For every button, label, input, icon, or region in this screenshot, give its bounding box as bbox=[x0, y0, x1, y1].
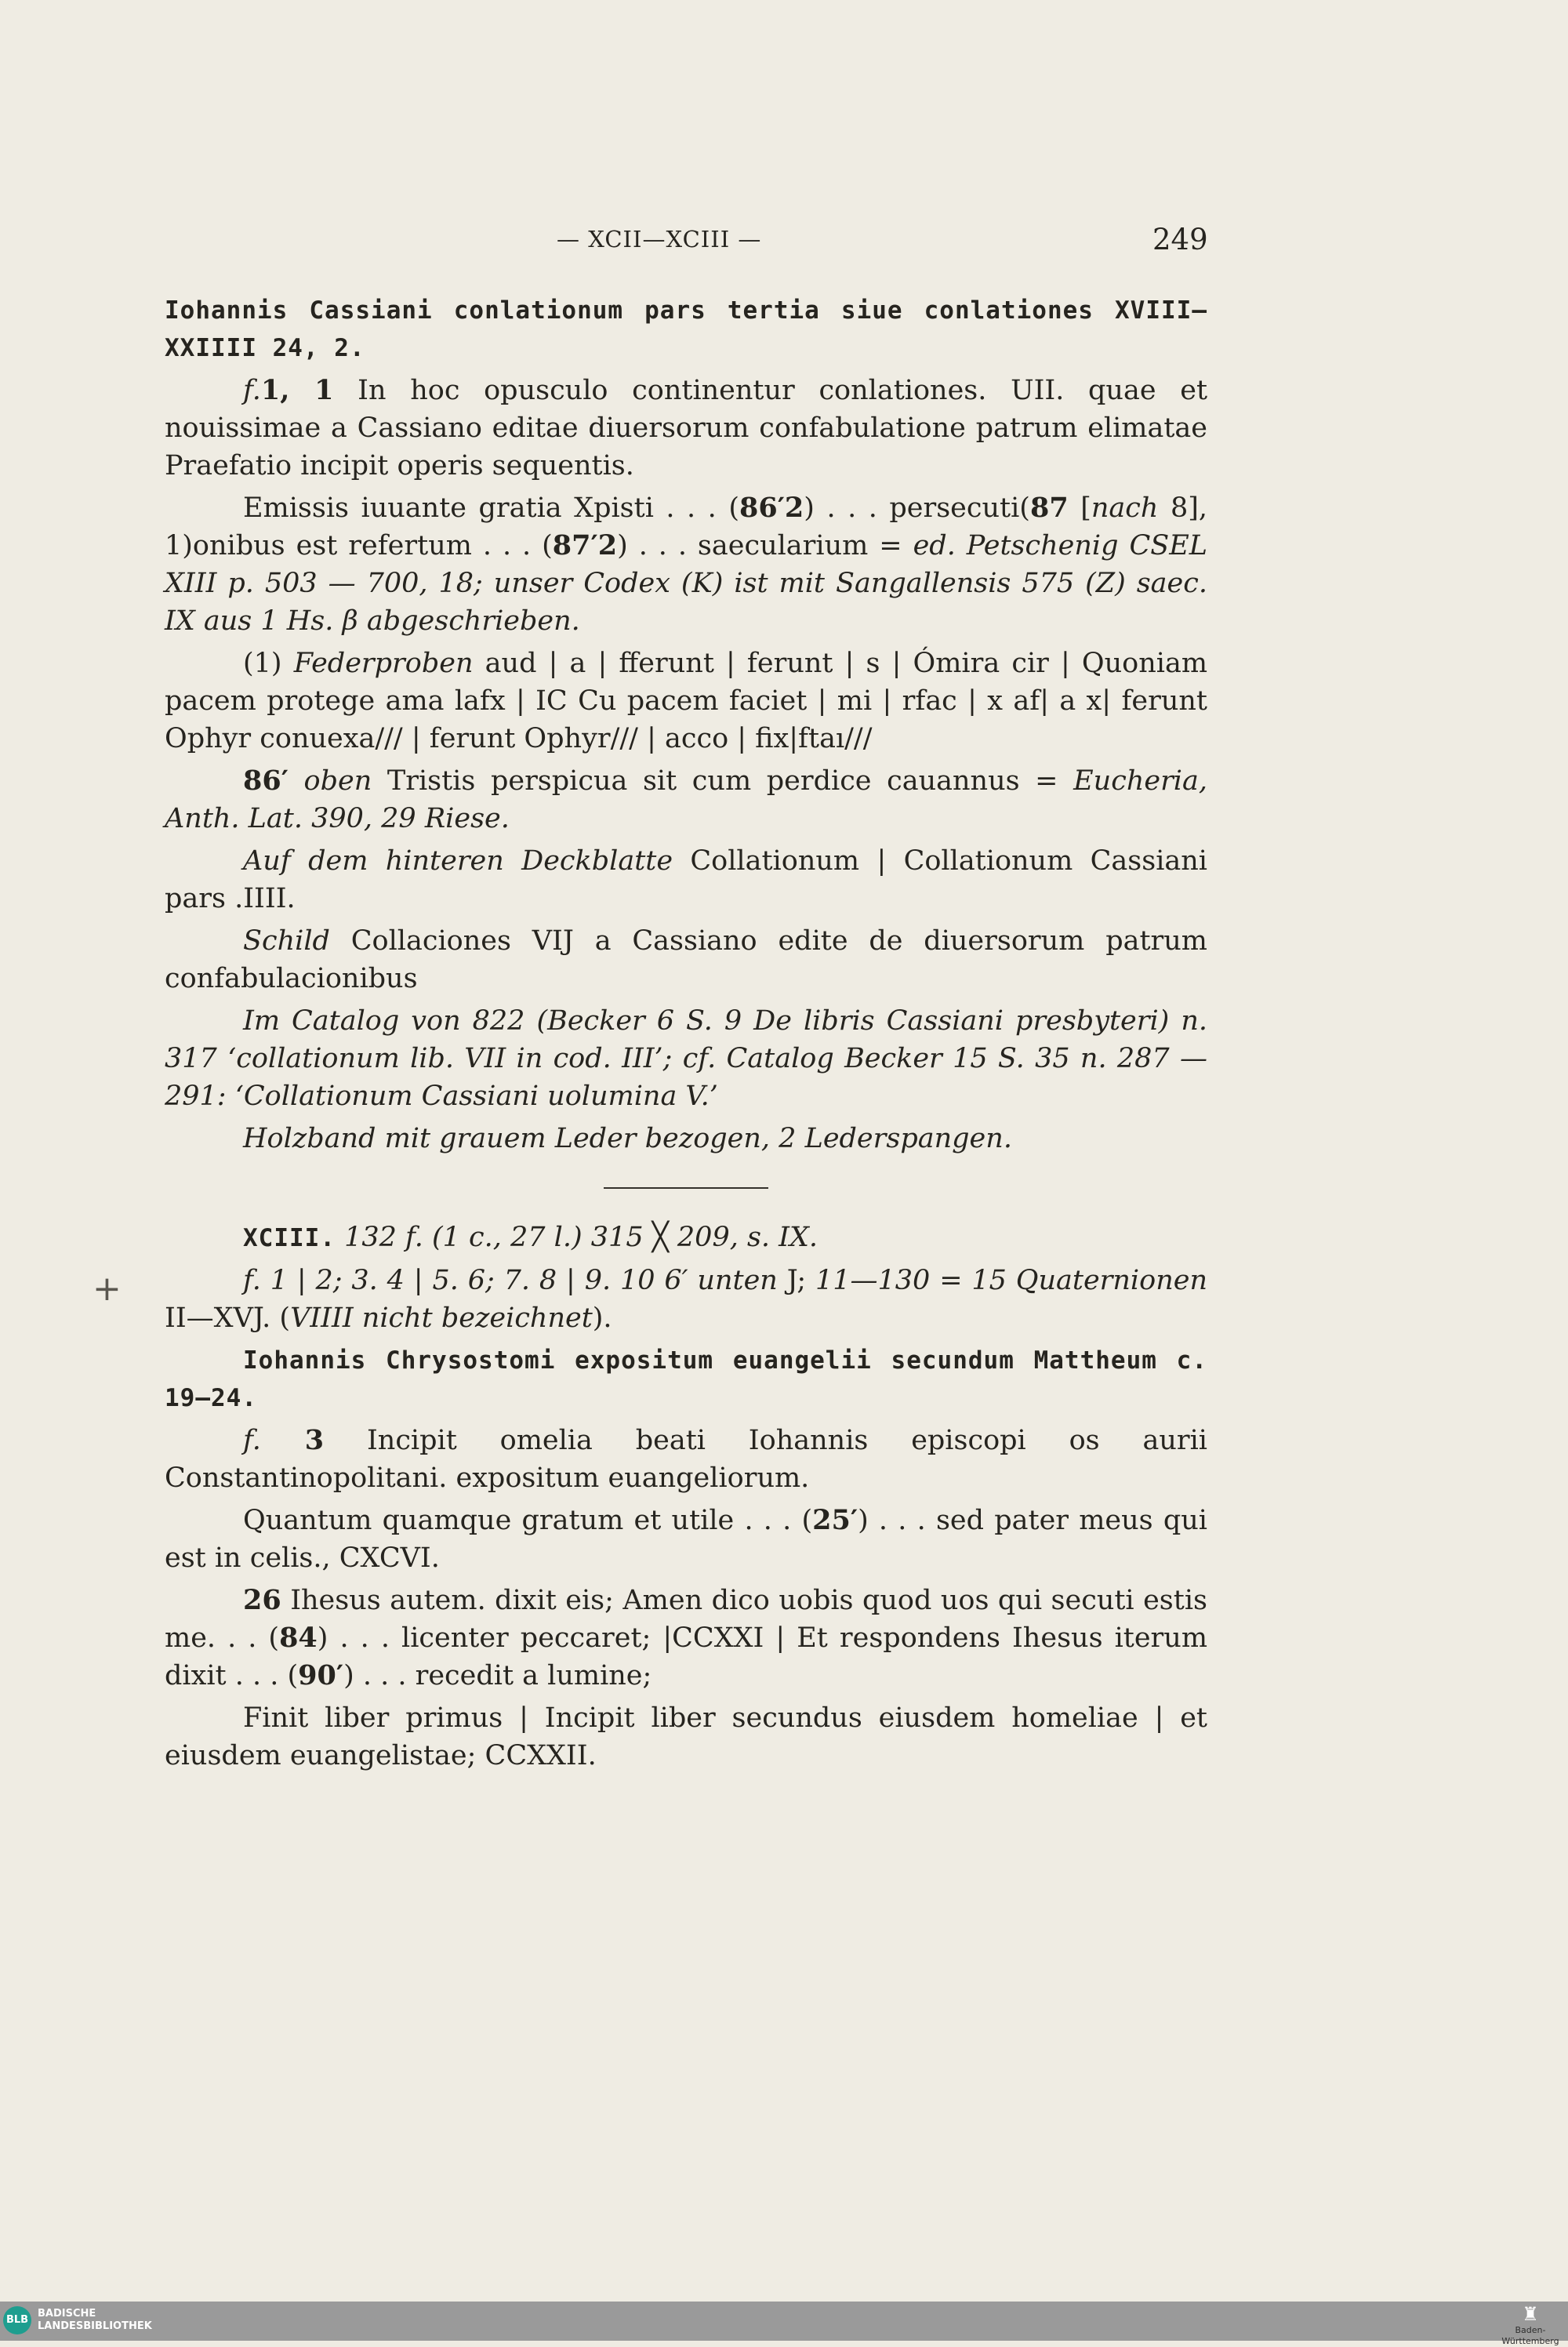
paragraph: XCIII. 132 f. (1 c., 27 l.) 315 ╳ 209, s. IX. bbox=[243, 1222, 818, 1253]
section-heading-cassian: Iohannis Cassiani conlationum pars tertia siue conlationes XVIII—XXIIII 24, 2. bbox=[165, 296, 1207, 362]
paragraph: (1) Federproben aud | a | fferunt | ferunt | s | Ómira cir | Quoniam pacem protege ama lafx | IC Cu pacem faciet | mi | rfac | x af| a x| ferunt Ophyr conuexa/// | ferunt Ophyr/// | acco | fix|ftaı/// bbox=[165, 648, 1208, 754]
margin-plus-mark-lower: + bbox=[93, 1269, 122, 1309]
paragraph: Im Catalog von 822 (Becker 6 S. 9 De libris Cassiani presbyteri) n. 317 ‘collationum lib. VII in cod. III’; cf. Catalog Becker 15 S. 35 n. 287 —291: ‘Collationum Cassiani uolumina V.’ bbox=[165, 1005, 1207, 1112]
paragraph: f. 1 | 2; 3. 4 | 5. 6; 7. 8 | 9. 10 6′ unten J; 11—130 = 15 Quaternionen II—XVJ. (VIIII nicht bezeichnet). bbox=[165, 1265, 1207, 1334]
section-divider bbox=[604, 1187, 768, 1189]
paragraph: f. 3 Incipit omelia beati Iohannis episcopi os aurii Constantinopolitani. expositum euangeliorum. bbox=[165, 1424, 1207, 1494]
header-range: — XCII—XCIII — bbox=[557, 226, 762, 253]
paragraph: f.1, 1 In hoc opusculo continentur conlationes. UII. quae et nouissimae a Cassiano editae diuersorum confabulatione patrum elimatae Praefatio incipit operis sequentis. bbox=[165, 374, 1208, 481]
page-number: 249 bbox=[1152, 223, 1208, 256]
paragraph: 26 Ihesus autem. dixit eis; Amen dico uobis quod uos qui secuti estis me. . . (84) . . . licenter peccaret; |CCXXI | Et respondens Ihesus iterum dixit . . . (90′) . . . recedit a lumine; bbox=[165, 1584, 1208, 1691]
paragraph: Finit liber primus | Incipit liber secundus eiusdem homeliae | et eiusdem euangelistae; CCXXII. bbox=[165, 1702, 1207, 1771]
library-footer-bar bbox=[0, 2302, 1568, 2346]
library-name: BADISCHE LANDESBIBLIOTHEK bbox=[38, 2308, 152, 2332]
paragraph: Auf dem hinteren Deckblatte Collationum | Collationum Cassiani pars .IIII. bbox=[165, 845, 1207, 914]
running-header bbox=[0, 223, 1568, 270]
page-text bbox=[165, 292, 1207, 1779]
section-heading-chrysostom: Iohannis Chrysostomi expositum euangelii secundum Mattheum c. 19—24. bbox=[165, 1346, 1207, 1412]
crest-icon: ♜ bbox=[1522, 2303, 1539, 2325]
blb-logo-icon: BLB bbox=[3, 2306, 31, 2334]
state-label: Baden-Württemberg bbox=[1501, 2325, 1559, 2346]
paragraph: Schild Collaciones VIJ a Cassiano edite de diuersorum patrum confabulacionibus bbox=[165, 925, 1207, 994]
paragraph: Emissis iuuante gratia Xpisti . . . (86′2) . . . persecuti(87 [nach 8], 1)onibus est refertum . . . (87′2) . . . saecularium = ed. Petschenig CSEL XIII p. 503 — 700, 18; unser Codex (K) ist mit Sangallensis 575 (Z) saec. IX aus 1 Hs. β abgeschrieben. bbox=[165, 492, 1207, 637]
paragraph: Holzband mit grauem Leder bezogen, 2 Lederspangen. bbox=[243, 1123, 1012, 1154]
paragraph: Quantum quamque gratum et utile . . . (25′) . . . sed pater meus qui est in celis., CXCVI. bbox=[165, 1504, 1207, 1574]
paragraph: 86′ oben Tristis perspicua sit cum perdice cauannus = Eucheria, Anth. Lat. 390, 29 Riese. bbox=[165, 765, 1207, 834]
